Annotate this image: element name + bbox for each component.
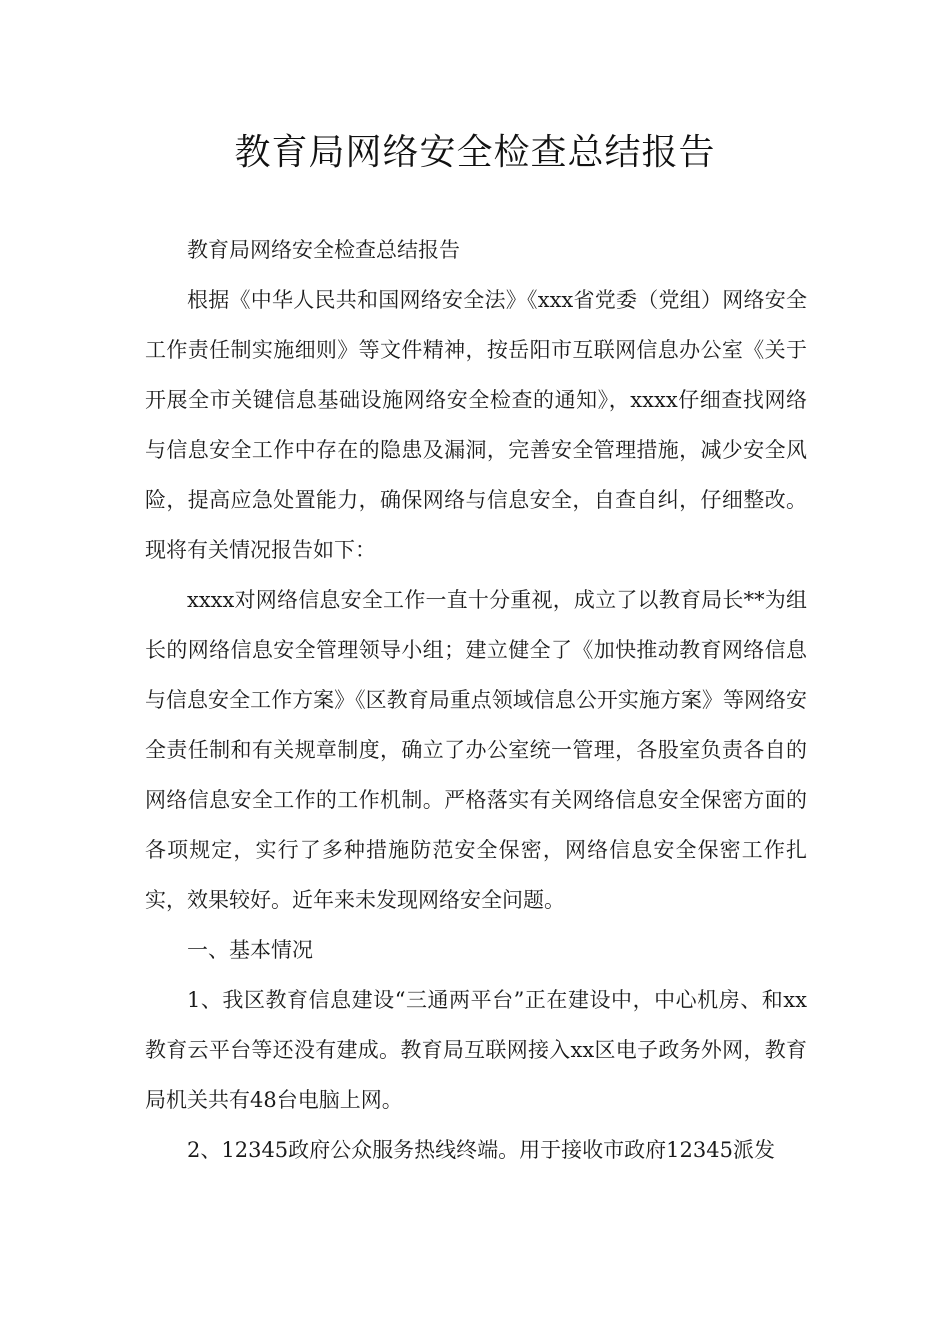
paragraph-organization: xxxx对网络信息安全工作一直十分重视，成立了以教育局长**为组长的网络信息安全管理领导小组；建立健全了《加快推动教育网络信息与信息安全工作方案》《区教育局重点领域信息公开实施方案》等网络安全责任制和有关规章制度，确立了办公室统一管理，各股室负责各自的网络信息安全工作的工作机制。严格落实有关网络信息安全保密方面的各项规定，实行了多种措施防范安全保密，网络信息安全保密工作扎实，效果较好。近年来未发现网络安全问题。 <box>145 588 807 912</box>
paragraph-intro: 根据《中华人民共和国网络安全法》《xxx省党委（党组）网络安全工作责任制实施细则》等文件精神，按岳阳市互联网信息办公室《关于开展全市关键信息基础设施网络安全检查的通知》，xxxx仔细查找网络与信息安全工作中存在的隐患及漏洞，完善安全管理措施，减少安全风险，提高应急处置能力，确保网络与信息安全，自查自纠，仔细整改。现将有关情况报告如下： <box>145 288 807 562</box>
document-body <box>145 225 807 1175</box>
paragraph-subtitle: 教育局网络安全检查总结报告 <box>187 238 460 262</box>
section-heading-basic-info: 一、基本情况 <box>187 938 313 962</box>
paragraph-item-2: 2、12345政府公众服务热线终端。用于接收市政府12345派发 <box>187 1138 775 1162</box>
paragraph-item-1: 1、我区教育信息建设“三通两平台”正在建设中，中心机房、和xx教育云平台等还没有建成。教育局互联网接入xx区电子政务外网，教育局机关共有48台电脑上网。 <box>145 988 807 1112</box>
document-title: 教育局网络安全检查总结报告 <box>234 132 716 173</box>
